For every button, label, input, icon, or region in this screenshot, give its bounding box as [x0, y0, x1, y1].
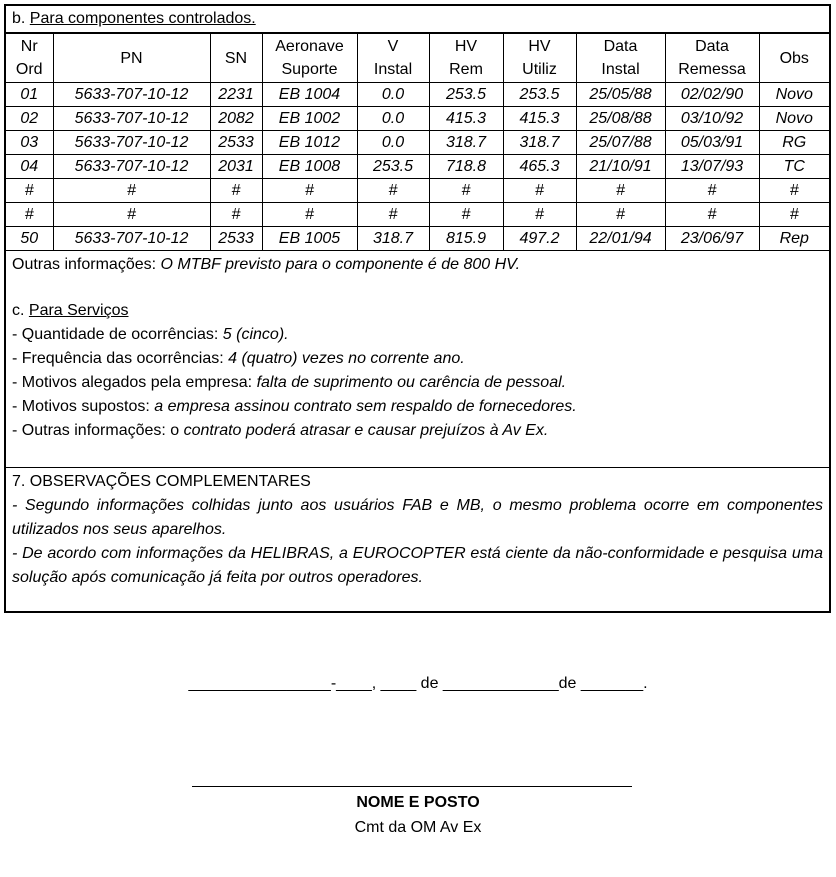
section-c-item: [12, 347, 823, 371]
signature-name: NOME E POSTO: [356, 794, 480, 811]
signature-line: [192, 786, 632, 787]
table-cell: 0.0: [357, 83, 429, 107]
date-place-line: ________________-____, ____ de _____________de _______.: [188, 675, 648, 692]
column-header-line: V: [387, 38, 399, 55]
table-cell: 0.0: [357, 107, 429, 131]
table-row: [6, 227, 829, 251]
section-c-item: [12, 323, 823, 347]
table-cell: 415.3: [429, 107, 503, 131]
column-header-line: Data: [695, 38, 729, 55]
table-cell: 253.5: [503, 83, 576, 107]
section-b-title: Para componentes controlados.: [29, 10, 256, 27]
table-row: [6, 107, 829, 131]
table-cell: 50: [6, 227, 53, 251]
section-c-item-label: - Motivos supostos:: [12, 398, 155, 415]
table-row: [6, 203, 829, 227]
table-cell: #: [357, 179, 429, 203]
table-cell: #: [6, 179, 53, 203]
table-cell: 03: [6, 131, 53, 155]
section-c-item-value: falta de suprimento ou carência de pessoal.: [256, 374, 567, 391]
column-header-line: HV: [454, 38, 478, 55]
table-cell: Novo: [759, 107, 829, 131]
table-row: [6, 179, 829, 203]
other-info-b-text: O MTBF previsto para o componente é de 800 HV.: [160, 256, 521, 273]
table-body: [6, 83, 829, 251]
table-cell: #: [210, 179, 262, 203]
table-cell: 03/10/92: [665, 107, 759, 131]
table-cell: EB 1005: [262, 227, 357, 251]
table-header-row: [6, 34, 829, 83]
column-header-line: Instal: [601, 61, 640, 78]
table-cell: #: [6, 203, 53, 227]
table-cell: EB 1002: [262, 107, 357, 131]
table-cell: 415.3: [503, 107, 576, 131]
table-cell: #: [210, 203, 262, 227]
table-cell: 318.7: [357, 227, 429, 251]
table-row: [6, 131, 829, 155]
column-header: [262, 34, 357, 83]
table-cell: 02: [6, 107, 53, 131]
table-cell: 04: [6, 155, 53, 179]
signature-role: Cmt da OM Av Ex: [354, 819, 482, 836]
other-info-b: [6, 251, 829, 277]
section-c: [6, 299, 829, 443]
other-info-b-label: Outras informações:: [12, 256, 161, 273]
section-c-heading: [12, 299, 823, 323]
column-header-line: Data: [603, 38, 638, 55]
column-header: SN: [210, 34, 262, 83]
table-cell: EB 1012: [262, 131, 357, 155]
table-cell: 5633-707-10-12: [53, 83, 210, 107]
table-cell: 22/01/94: [576, 227, 665, 251]
column-header-line: Remessa: [678, 61, 746, 78]
table-row: [6, 155, 829, 179]
column-header-line: Rem: [449, 61, 483, 78]
table-cell: 497.2: [503, 227, 576, 251]
table-cell: 815.9: [429, 227, 503, 251]
section-c-item-value: 5 (cinco).: [222, 326, 289, 343]
section-c-item-label: - Motivos alegados pela empresa:: [12, 374, 257, 391]
table-cell: EB 1008: [262, 155, 357, 179]
table-cell: 2533: [210, 227, 262, 251]
table-cell: EB 1004: [262, 83, 357, 107]
table-cell: 2533: [210, 131, 262, 155]
section-7-paragraph: - De acordo com informações da HELIBRAS, a EUROCOPTER está ciente da não-conformidade e pesquisa uma solução após comunicação já feita por outros operadores.: [12, 545, 823, 586]
section-b-prefix: b.: [12, 10, 30, 27]
section-7-paragraph: - Segundo informações colhidas junto aos usuários FAB e MB, o mesmo problema ocorre em componentes utilizados nos seus aparelhos.: [12, 497, 823, 538]
table-cell: #: [53, 203, 210, 227]
table-cell: TC: [759, 155, 829, 179]
section-c-item-value: 4 (quatro) vezes no corrente ano.: [228, 350, 465, 367]
column-header-line: HV: [528, 38, 551, 55]
table-cell: #: [576, 203, 665, 227]
controlled-components-table: [6, 33, 829, 251]
section-c-item: [12, 371, 823, 395]
column-header-line: Utiliz: [522, 61, 557, 78]
table-cell: 318.7: [503, 131, 576, 155]
column-header: PN: [53, 34, 210, 83]
table-cell: 0.0: [357, 131, 429, 155]
table-cell: #: [429, 179, 503, 203]
table-cell: #: [357, 203, 429, 227]
table-cell: 2231: [210, 83, 262, 107]
column-header-line: Ord: [15, 61, 43, 78]
table-cell: 253.5: [429, 83, 503, 107]
section-c-list: [12, 323, 823, 443]
table-cell: 25/08/88: [576, 107, 665, 131]
table-cell: 05/03/91: [665, 131, 759, 155]
section-c-title: Para Serviços: [28, 302, 129, 319]
section-c-item-label: - Outras informações: o: [12, 422, 184, 439]
table-cell: #: [665, 179, 759, 203]
table-cell: 2031: [210, 155, 262, 179]
column-header: [6, 34, 53, 83]
table-cell: #: [503, 179, 576, 203]
column-header-line: Nr: [20, 38, 38, 55]
table-cell: #: [53, 179, 210, 203]
section-b-heading: [6, 6, 829, 33]
column-header-line: Instal: [373, 61, 413, 78]
table-cell: 5633-707-10-12: [53, 155, 210, 179]
report-frame: [4, 4, 831, 613]
table-cell: 25/07/88: [576, 131, 665, 155]
table-cell: 02/02/90: [665, 83, 759, 107]
column-header-line: Aeronave: [275, 38, 344, 55]
table-cell: #: [759, 203, 829, 227]
table-cell: #: [665, 203, 759, 227]
table-cell: #: [759, 179, 829, 203]
column-header: [357, 34, 429, 83]
table-row: [6, 83, 829, 107]
table-cell: 13/07/93: [665, 155, 759, 179]
column-header: [429, 34, 503, 83]
table-cell: 23/06/97: [665, 227, 759, 251]
table-cell: #: [576, 179, 665, 203]
section-c-item-value: contrato poderá atrasar e causar prejuízos à Av Ex.: [183, 422, 549, 439]
section-c-prefix: c.: [12, 302, 29, 319]
table-cell: 01: [6, 83, 53, 107]
table-cell: 25/05/88: [576, 83, 665, 107]
table-cell: 21/10/91: [576, 155, 665, 179]
column-header: [503, 34, 576, 83]
section-c-item: [12, 395, 823, 419]
table-cell: 718.8: [429, 155, 503, 179]
table-cell: Novo: [759, 83, 829, 107]
column-header: Obs: [759, 34, 829, 83]
table-cell: #: [429, 203, 503, 227]
table-cell: 2082: [210, 107, 262, 131]
section-c-item-value: a empresa assinou contrato sem respaldo de fornecedores.: [154, 398, 577, 415]
section-c-item: [12, 419, 823, 443]
column-header-line: Suporte: [281, 61, 338, 78]
table-cell: #: [503, 203, 576, 227]
table-cell: 5633-707-10-12: [53, 227, 210, 251]
table-cell: Rep: [759, 227, 829, 251]
table-cell: 253.5: [357, 155, 429, 179]
table-cell: RG: [759, 131, 829, 155]
section-c-item-label: - Frequência das ocorrências:: [12, 350, 229, 367]
section-c-item-label: - Quantidade de ocorrências:: [12, 326, 223, 343]
table-cell: 465.3: [503, 155, 576, 179]
table-cell: 318.7: [429, 131, 503, 155]
column-header: [665, 34, 759, 83]
table-cell: #: [262, 179, 357, 203]
section-7: [6, 467, 829, 611]
column-header: [576, 34, 665, 83]
table-cell: 5633-707-10-12: [53, 107, 210, 131]
table-cell: #: [262, 203, 357, 227]
table-cell: 5633-707-10-12: [53, 131, 210, 155]
section-7-title: 7. OBSERVAÇÕES COMPLEMENTARES: [12, 473, 311, 490]
